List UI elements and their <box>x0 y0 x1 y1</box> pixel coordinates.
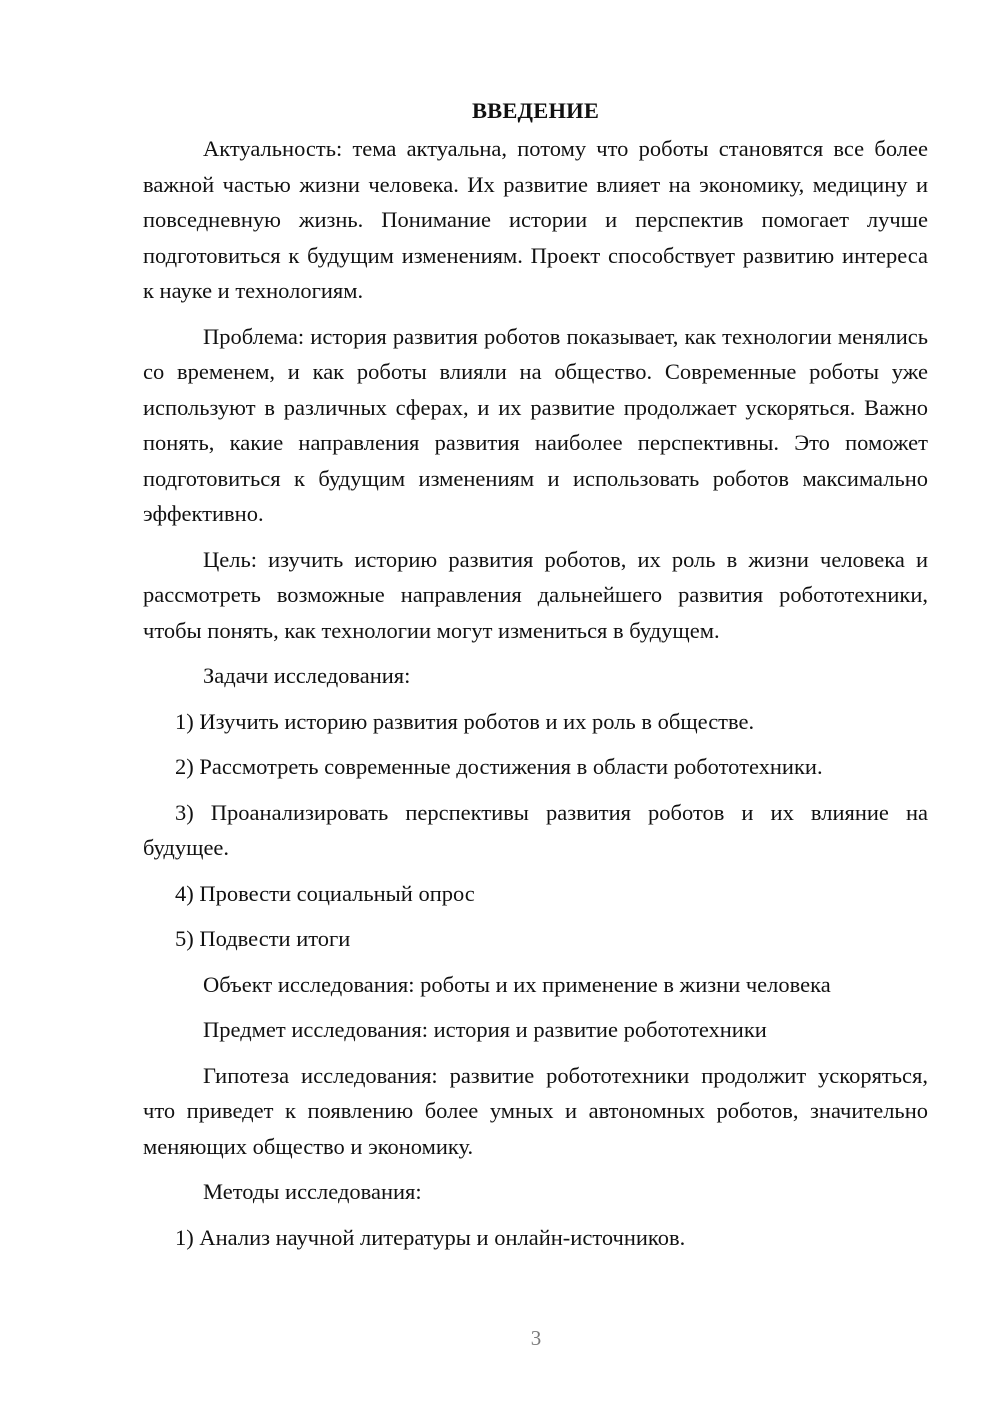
tasks-title: Задачи исследования: <box>203 663 411 688</box>
goal-paragraph: Цель: изучить историю развития роботов, их роль в жизни человека и рассмотреть возможные направления дальнейшего развития робототехники, чтобы понять, как технологии могут измениться в будущем. <box>143 546 928 643</box>
page-body <box>143 95 928 1265</box>
object-line: Объект исследования: роботы и их применение в жизни человека <box>203 971 831 997</box>
task-item-2: 2) Рассмотреть современные достижения в области робототехники. <box>175 754 823 779</box>
task-item-5: 5) Подвести итоги <box>175 926 351 951</box>
page-number: 3 <box>530 1326 542 1350</box>
task-item-3: 3) Проанализировать перспективы развития роботов и их влияние на будущее. <box>143 799 928 860</box>
hypothesis-paragraph: Гипотеза исследования: развитие робототехники продолжит ускоряться, что приведет к появлению более умных и автономных роботов, значительно меняющих общество и экономику. <box>143 1062 928 1159</box>
method-item-1: 1) Анализ научной литературы и онлайн-источников. <box>175 1224 686 1250</box>
methods-title: Методы исследования: <box>203 1179 422 1204</box>
page-heading: ВВЕДЕНИЕ <box>471 98 600 123</box>
relevance-paragraph: Актуальность: тема актуальна, потому что роботы становятся все более важной частью жизни человека. Их развитие влияет на экономику, медицину и повседневную жизнь. Понимание истории и перспектив помогает лучше подготовиться к будущим изменениям. Проект способствует развитию интереса к науке и технологиям. <box>143 136 928 303</box>
task-item-1: 1) Изучить историю развития роботов и их роль в обществе. <box>175 708 755 734</box>
subject-line: Предмет исследования: история и развитие робототехники <box>203 1017 767 1042</box>
task-item-4: 4) Провести социальный опрос <box>175 880 475 906</box>
problem-paragraph: Проблема: история развития роботов показывает, как технологии менялись со временем, и как роботы влияли на общество. Современные роботы уже используют в различных сферах, и их развитие продолжает ускоряться. Важно понять, какие направления развития наиболее перспективны. Это поможет подготовиться к будущим изменениям и использовать роботов максимально эффективно. <box>143 323 928 526</box>
